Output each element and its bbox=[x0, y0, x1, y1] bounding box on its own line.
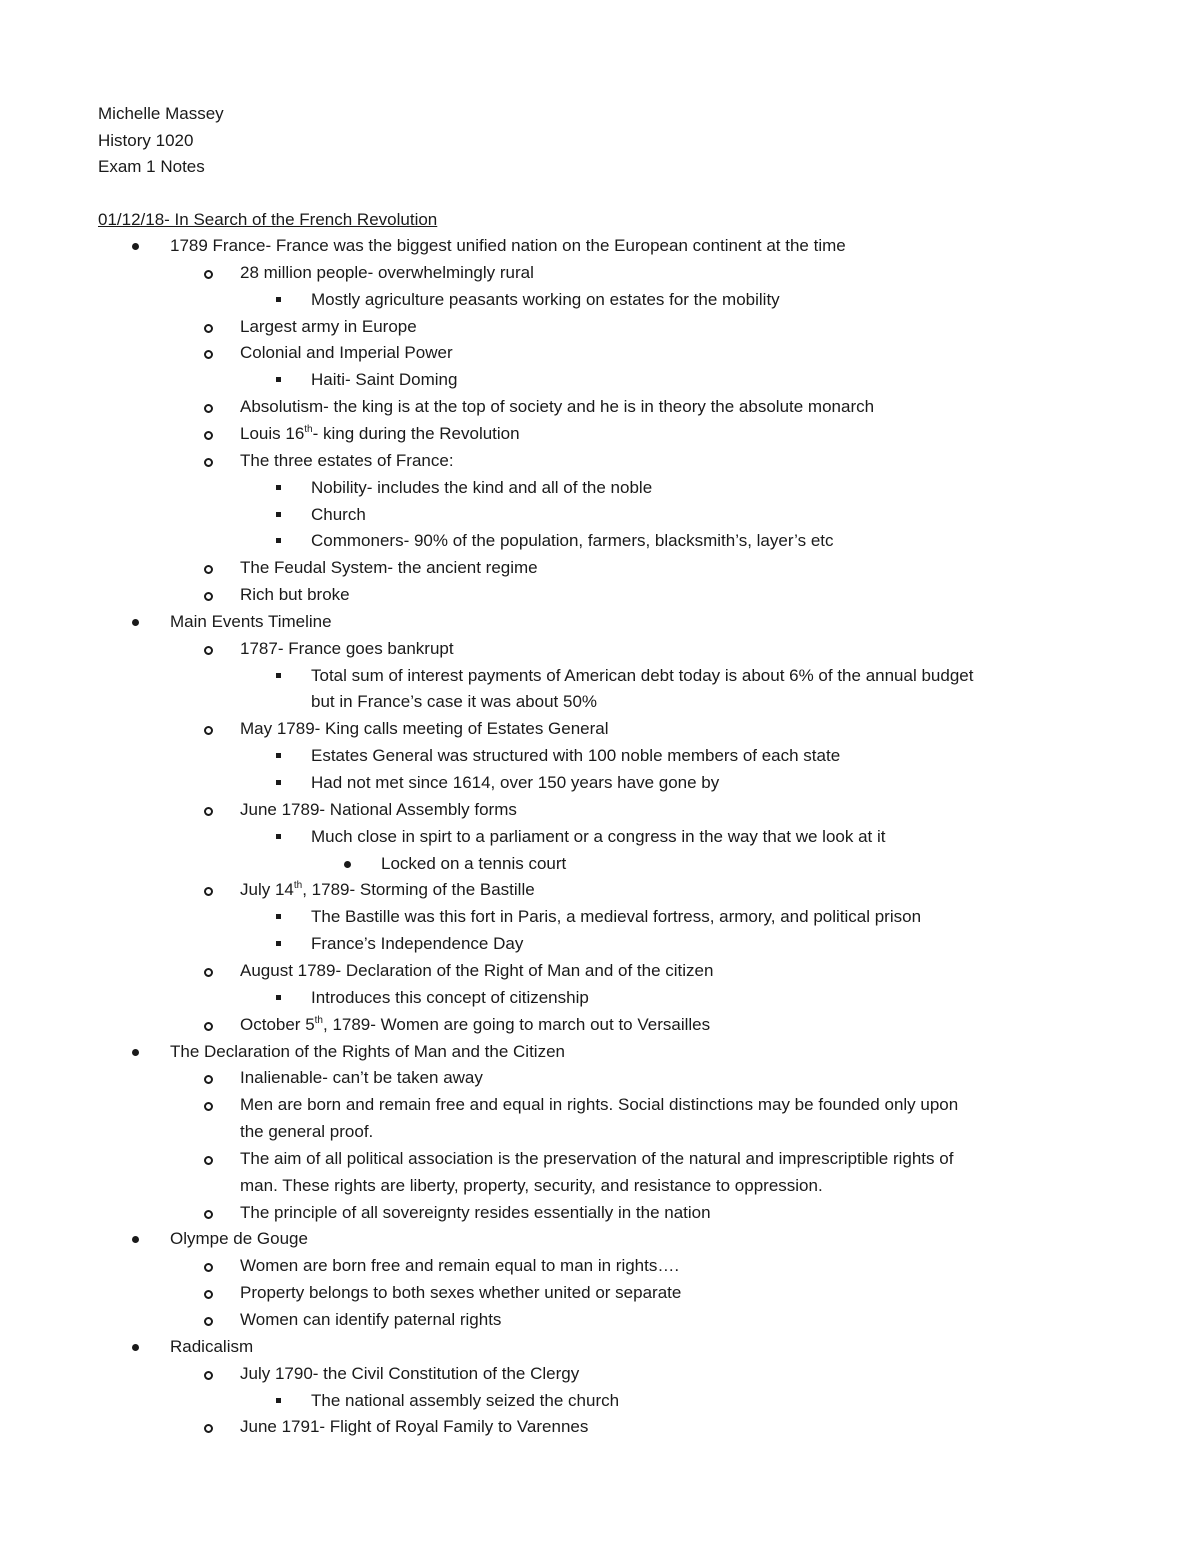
square-bullet-icon bbox=[276, 538, 281, 543]
circle-bullet-icon bbox=[204, 968, 213, 977]
list-item: 1789 France- France was the biggest unified nation on the European continent at the time bbox=[170, 236, 846, 255]
list-item: Men are born and remain free and equal in rights. Social distinctions may be founded only upon bbox=[240, 1095, 959, 1114]
list-item: Much close in spirt to a parliament or a congress in the way that we look at it bbox=[311, 827, 886, 846]
list-item: Women are born free and remain equal to man in rights…. bbox=[240, 1256, 680, 1275]
list-item-text: , 1789- Storming of the Bastille bbox=[302, 880, 535, 899]
document-title: Exam 1 Notes bbox=[98, 157, 205, 176]
list-item: Introduces this concept of citizenship bbox=[311, 988, 589, 1007]
list-item: 28 million people- overwhelmingly rural bbox=[240, 263, 534, 282]
square-bullet-icon bbox=[276, 377, 281, 382]
circle-bullet-icon bbox=[204, 807, 213, 816]
bullet-icon bbox=[132, 1236, 139, 1243]
bullet-icon bbox=[132, 1344, 139, 1351]
list-item: France’s Independence Day bbox=[311, 934, 524, 953]
bullet-icon bbox=[344, 861, 351, 868]
list-item-continuation: but in France’s case it was about 50% bbox=[311, 692, 598, 711]
list-item: The Feudal System- the ancient regime bbox=[240, 558, 538, 577]
square-bullet-icon bbox=[276, 485, 281, 490]
list-item: The Declaration of the Rights of Man and the Citizen bbox=[170, 1042, 565, 1061]
list-item: Haiti- Saint Doming bbox=[311, 370, 458, 389]
circle-bullet-icon bbox=[204, 350, 213, 359]
circle-bullet-icon bbox=[204, 565, 213, 574]
circle-bullet-icon bbox=[204, 1263, 213, 1272]
list-item: Radicalism bbox=[170, 1337, 254, 1356]
square-bullet-icon bbox=[276, 512, 281, 517]
list-item: June 1791- Flight of Royal Family to Varennes bbox=[240, 1417, 589, 1436]
list-item: Locked on a tennis court bbox=[381, 854, 567, 873]
circle-bullet-icon bbox=[204, 1371, 213, 1380]
square-bullet-icon bbox=[276, 834, 281, 839]
bullet-icon bbox=[132, 619, 139, 626]
list-item: June 1789- National Assembly forms bbox=[240, 800, 517, 819]
ordinal-suffix: th bbox=[314, 1015, 323, 1026]
circle-bullet-icon bbox=[204, 458, 213, 467]
ordinal-suffix: th bbox=[304, 424, 313, 435]
circle-bullet-icon bbox=[204, 1424, 213, 1433]
list-item: 1787- France goes bankrupt bbox=[240, 639, 454, 658]
bullet-icon bbox=[132, 1049, 139, 1056]
list-item-text: October 5 bbox=[240, 1015, 315, 1034]
bullet-icon bbox=[132, 243, 139, 250]
square-bullet-icon bbox=[276, 1398, 281, 1403]
circle-bullet-icon bbox=[204, 1290, 213, 1299]
circle-bullet-icon bbox=[204, 646, 213, 655]
circle-bullet-icon bbox=[204, 431, 213, 440]
list-item bbox=[240, 880, 535, 900]
circle-bullet-icon bbox=[204, 592, 213, 601]
circle-bullet-icon bbox=[204, 1022, 213, 1031]
list-item: Colonial and Imperial Power bbox=[240, 343, 453, 362]
list-item: Total sum of interest payments of American debt today is about 6% of the annual budget bbox=[311, 666, 974, 685]
list-item: The principle of all sovereignty resides essentially in the nation bbox=[240, 1203, 711, 1222]
list-item: Rich but broke bbox=[240, 585, 350, 604]
list-item: May 1789- King calls meeting of Estates General bbox=[240, 719, 609, 738]
list-item: Estates General was structured with 100 noble members of each state bbox=[311, 746, 841, 765]
list-item: Olympe de Gouge bbox=[170, 1229, 308, 1248]
list-item: Nobility- includes the kind and all of the noble bbox=[311, 478, 653, 497]
circle-bullet-icon bbox=[204, 726, 213, 735]
square-bullet-icon bbox=[276, 673, 281, 678]
square-bullet-icon bbox=[276, 753, 281, 758]
circle-bullet-icon bbox=[204, 1156, 213, 1165]
course-name: History 1020 bbox=[98, 131, 194, 150]
square-bullet-icon bbox=[276, 995, 281, 1000]
list-item: Main Events Timeline bbox=[170, 612, 332, 631]
list-item: Women can identify paternal rights bbox=[240, 1310, 502, 1329]
square-bullet-icon bbox=[276, 780, 281, 785]
list-item-text: - king during the Revolution bbox=[312, 424, 520, 443]
list-item-continuation: man. These rights are liberty, property, security, and resistance to oppression. bbox=[240, 1176, 823, 1195]
list-item: Commoners- 90% of the population, farmers, blacksmith’s, layer’s etc bbox=[311, 531, 834, 550]
circle-bullet-icon bbox=[204, 404, 213, 413]
list-item: Absolutism- the king is at the top of society and he is in theory the absolute monarch bbox=[240, 397, 875, 416]
list-item: Inalienable- can’t be taken away bbox=[240, 1068, 483, 1087]
list-item-continuation: the general proof. bbox=[240, 1122, 374, 1141]
circle-bullet-icon bbox=[204, 1317, 213, 1326]
list-item bbox=[240, 424, 520, 444]
list-item-text: Louis 16 bbox=[240, 424, 305, 443]
list-item: July 1790- the Civil Constitution of the Clergy bbox=[240, 1364, 580, 1383]
list-item: Mostly agriculture peasants working on estates for the mobility bbox=[311, 290, 780, 309]
list-item: The Bastille was this fort in Paris, a medieval fortress, armory, and political prison bbox=[311, 907, 922, 926]
circle-bullet-icon bbox=[204, 1210, 213, 1219]
list-item: August 1789- Declaration of the Right of Man and of the citizen bbox=[240, 961, 714, 980]
circle-bullet-icon bbox=[204, 887, 213, 896]
list-item: The three estates of France: bbox=[240, 451, 454, 470]
list-item-text: July 14 bbox=[240, 880, 294, 899]
section-heading: 01/12/18- In Search of the French Revolution bbox=[98, 210, 438, 229]
circle-bullet-icon bbox=[204, 270, 213, 279]
list-item: Largest army in Europe bbox=[240, 317, 417, 336]
list-item: Church bbox=[311, 505, 366, 524]
square-bullet-icon bbox=[276, 941, 281, 946]
list-item: Had not met since 1614, over 150 years have gone by bbox=[311, 773, 720, 792]
list-item-text: , 1789- Women are going to march out to Versailles bbox=[323, 1015, 711, 1034]
circle-bullet-icon bbox=[204, 1102, 213, 1111]
ordinal-suffix: th bbox=[293, 880, 303, 891]
circle-bullet-icon bbox=[204, 324, 213, 333]
list-item bbox=[240, 1015, 710, 1035]
list-item: The aim of all political association is the preservation of the natural and imprescriptible rights of bbox=[240, 1149, 954, 1168]
author-name: Michelle Massey bbox=[98, 104, 224, 123]
list-item: Property belongs to both sexes whether united or separate bbox=[240, 1283, 682, 1302]
square-bullet-icon bbox=[276, 297, 281, 302]
circle-bullet-icon bbox=[204, 1075, 213, 1084]
list-item: The national assembly seized the church bbox=[311, 1391, 620, 1410]
square-bullet-icon bbox=[276, 914, 281, 919]
